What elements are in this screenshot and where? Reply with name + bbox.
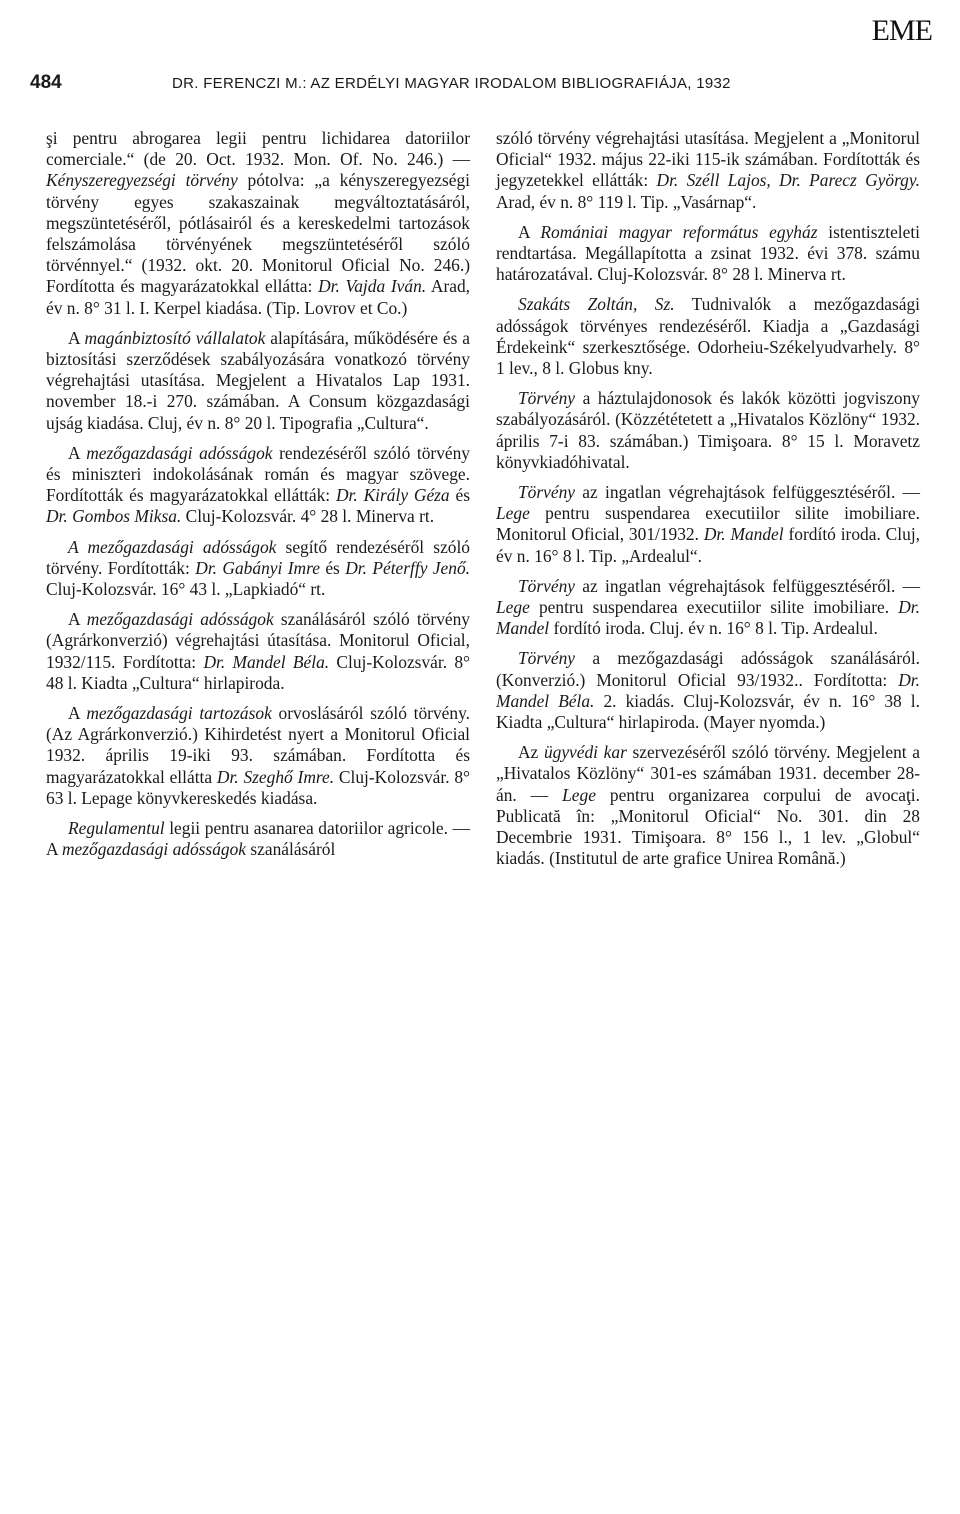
- entry-text: pótolva: „a kényszeregyezségi törvény egyes szakaszainak megváltoztatásáról, megszüntetéséről, pótlásairól és a kereskedelmi tartozások felszámolása törvényének megszüntetéséről szóló törvénnyel.“ (1932. okt. 20. Monitorul Oficial No. 246.) Fordította és magyarázatokkal ellátta:: [46, 170, 470, 297]
- bibliography-entry: [46, 128, 470, 319]
- entry-italic-text: Regulamentul: [68, 818, 165, 839]
- page-header: [30, 72, 910, 102]
- page-number: 484: [30, 72, 62, 93]
- entry-italic-text: Lege: [496, 503, 530, 524]
- entry-text: Cluj-Kolozsvár. 8° 48 l. Kiadta „Cultura“ hirlapiroda.: [46, 651, 470, 693]
- left-column: [46, 128, 470, 870]
- entry-italic-text: A mezőgazdasági adósságok: [68, 536, 277, 557]
- entry-text: A: [518, 221, 541, 242]
- entry-text: pentru organizarea corpului de avocaţi. Publicată în: „Monitorul Oficial“ No. 301. din 28 Decembrie 1931. Timişoara. 8° 156 l., 1 lev. „Globul“ kiadás. (Institutul de arte grafice Unirea Română.): [496, 784, 920, 869]
- entry-text: szervezéséről szóló törvény. Megjelent a „Hivatalos Közlöny“ 301-es számában 1931. december 28-án. —: [496, 742, 920, 805]
- bibliography-entry: [496, 222, 920, 286]
- entry-italic-text: Dr. Vajda Iván.: [318, 276, 427, 297]
- entry-italic-text: mezőgazdasági tartozások: [86, 703, 272, 724]
- bibliography-entry: [46, 443, 470, 528]
- bibliography-entry: [46, 703, 470, 809]
- bibliography-entry: [496, 128, 920, 213]
- entry-text: Cluj-Kolozsvár. 8° 63 l. Lepage könyvkereskedés kiadása.: [46, 766, 471, 808]
- entry-italic-text: Dr. Mandel Béla.: [496, 669, 920, 711]
- running-title: DR. FERENCZI M.: AZ ERDÉLYI MAGYAR IRODALOM BIBLIOGRAFIÁJA, 1932: [172, 75, 731, 92]
- entry-italic-text: Dr. Gabányi Imre: [195, 557, 320, 578]
- entry-italic-text: Törvény: [518, 575, 575, 596]
- entry-text: és: [449, 485, 470, 506]
- entry-text: A: [68, 609, 87, 630]
- entry-text: és: [319, 557, 346, 578]
- bibliography-entry: [46, 609, 470, 694]
- entry-italic-text: Dr. Szeghő Imre.: [216, 766, 335, 787]
- entry-text: az ingatlan végrehajtások felfüggesztéséről. —: [575, 575, 920, 596]
- entry-text: istentiszteleti rendtartása. Megállapította a zsinat 1932. évi 378. számu határozatával. Cluj-Kolozsvár. 8° 28 l. Minerva rt.: [496, 221, 921, 285]
- entry-text: szóló törvény végrehajtási utasítása. Megjelent a „Monitorul Oficial“ 1932. május 22-iki 115-ik számában. Fordították és jegyzetekkel ellátták:: [496, 128, 920, 191]
- entry-text: az ingatlan végrehajtások felfüggesztéséről. —: [575, 482, 920, 503]
- entry-italic-text: Lege: [562, 784, 596, 805]
- entry-italic-text: Törvény: [518, 388, 575, 409]
- entry-text: Arad, év n. 8° 31 l. I. Kerpel kiadása. (Tip. Lovrov et Co.): [46, 276, 470, 318]
- entry-italic-text: mezőgazdasági adósságok: [86, 609, 274, 630]
- entry-text: pentru suspendarea executiilor silite imobiliare.: [529, 597, 899, 618]
- entry-text: A: [68, 442, 87, 463]
- entry-text: legii pentru asanarea datoriilor agricole. — A: [46, 818, 470, 860]
- bibliography-entry: [496, 482, 920, 567]
- entry-italic-text: mezőgazdasági adósságok: [61, 839, 247, 860]
- entry-text: a mezőgazdasági adósságok szanálásáról. (Konverzió.) Monitorul Oficial 93/1932.. Fordította:: [496, 648, 920, 690]
- entry-italic-text: Szakáts Zoltán, Sz.: [518, 294, 675, 315]
- entry-text: A: [68, 327, 85, 348]
- entry-text: şi pentru abrogarea legii pentru lichidarea datoriilor comerciale.“ (de 20. Oct. 1932. Mon. Of. No. 246.) —: [46, 128, 470, 170]
- entry-text: szanálásáról szóló törvény (Agrárkonverzió) végrehajtási útasítása. Monitorul Oficial, 1932/115. Fordította:: [46, 609, 470, 672]
- entry-text: alapítására, működésére és a biztosítási szerződések szabályozására vonatkozó törvény végrehajtási utasítása. Megjelent a Hivatalos Lap 1931. november 18.-i 270. számában. A Consum közgazdasági ujság kiadása. Cluj, év n. 8° 20 l. Tipografia „Cultura“.: [46, 327, 471, 433]
- bibliography-entry: [496, 576, 920, 640]
- entry-text: orvoslásáról szóló törvény. (Az Agrárkonverzió.) Kihirdetést nyert a Monitorul Oficial 1932. április 19-iki 93. számában. Fordította és magyarázatokkal ellátta: [46, 703, 470, 787]
- bibliography-entry: [496, 294, 920, 379]
- entry-text: A: [68, 703, 87, 724]
- entry-italic-text: Dr. Gombos Miksa.: [46, 506, 182, 527]
- bibliography-entry: [46, 537, 470, 601]
- bibliography-entry: [496, 742, 920, 869]
- entry-text: Cluj-Kolozsvár. 16° 43 l. „Lapkiadó“ rt.: [46, 579, 326, 600]
- bibliography-entry: [496, 388, 920, 473]
- entry-text: szanálásáról: [246, 839, 336, 860]
- entry-text: Cluj-Kolozsvár. 4° 28 l. Minerva rt.: [181, 506, 435, 527]
- entry-text: Arad, év n. 8° 119 l. Tip. „Vasárnap“.: [496, 191, 757, 212]
- entry-italic-text: ügyvédi kar: [543, 742, 627, 763]
- entry-italic-text: Törvény: [518, 482, 575, 503]
- entry-text: fordító iroda. Cluj. év n. 16° 8 l. Tip. Ardealul.: [549, 618, 878, 639]
- entry-italic-text: Lege: [496, 597, 530, 618]
- entry-text: rendezéséről szóló törvény és miniszteri indokolásának román és magyar szövege. Fordították és magyarázatokkal ellátták:: [46, 442, 470, 506]
- entry-italic-text: Dr. Mandel Béla.: [203, 651, 330, 672]
- bibliography-entry: [46, 328, 470, 434]
- entry-text: pentru suspendarea executiilor silite imobiliare. Monitorul Oficial, 301/1932.: [496, 503, 920, 545]
- entry-italic-text: Dr. Mandel: [496, 597, 920, 639]
- publisher-logo: EME: [871, 14, 932, 47]
- entry-italic-text: mezőgazdasági adósságok: [86, 442, 273, 463]
- bibliography-entry: [46, 818, 470, 860]
- entry-text: segítő rendezéséről szóló törvény. Fordították:: [46, 536, 471, 578]
- entry-italic-text: Dr. Király Géza: [335, 485, 450, 506]
- entry-italic-text: Dr. Széll Lajos, Dr. Parecz György.: [656, 170, 920, 191]
- bibliography-entry: [496, 648, 920, 733]
- entry-text: a háztulajdonosok és lakók közötti jogviszony szabályozásáról. (Közzététetett a „Hivatalos Közlöny“ 1932. április 7-i 83. számában.) Timişoara. 8° 15 l. Moravetz könyvkiadóhivatal.: [496, 388, 920, 472]
- entry-text: Tudnivalók a mezőgazdasági adósságok törvényes rendezéséről. Kiadja a „Gazdasági Érdekeink“ szerkesztősége. Odorheiu-Székelyudvarhely. 8° 1 lev., 8 l. Globus kny.: [496, 294, 920, 379]
- entry-italic-text: magánbiztosító vállalatok: [84, 327, 266, 348]
- entry-text: Az: [518, 742, 544, 763]
- entry-italic-text: Dr. Péterffy Jenő.: [345, 557, 470, 578]
- entry-text: 2. kiadás. Cluj-Kolozsvár, év n. 16° 38 l. Kiadta „Cultura“ hirlapiroda. (Mayer nyomda.): [496, 690, 920, 733]
- entry-italic-text: Dr. Mandel: [703, 524, 784, 545]
- entry-italic-text: Romániai magyar református egyház: [540, 221, 818, 242]
- entry-italic-text: Törvény: [518, 648, 575, 669]
- entry-text: fordító iroda. Cluj, év n. 16° 8 l. Tip. „Ardealul“.: [496, 524, 920, 566]
- right-column: [496, 128, 920, 879]
- entry-italic-text: Kényszeregyezségi törvény: [46, 170, 238, 191]
